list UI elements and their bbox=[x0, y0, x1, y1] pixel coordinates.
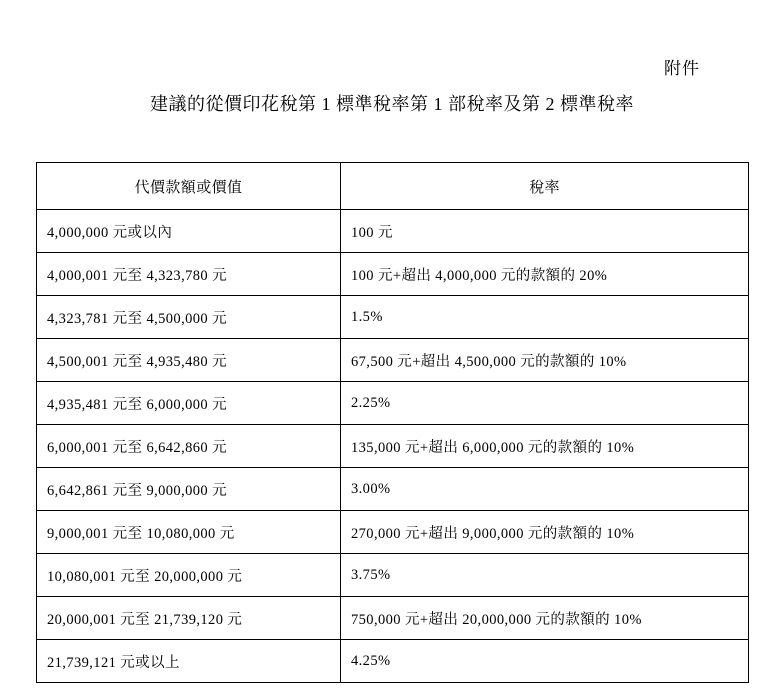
cell-consideration: 6,000,001 元至 6,642,860 元 bbox=[37, 425, 341, 468]
cell-consideration: 6,642,861 元至 9,000,000 元 bbox=[37, 468, 341, 511]
cell-consideration: 21,739,121 元或以上 bbox=[37, 640, 341, 683]
cell-rate: 100 元+超出 4,000,000 元的款額的 20% bbox=[341, 253, 749, 296]
table-row bbox=[37, 382, 749, 425]
table-row bbox=[37, 253, 749, 296]
table-header bbox=[37, 163, 749, 210]
cell-rate: 750,000 元+超出 20,000,000 元的款額的 10% bbox=[341, 597, 749, 640]
cell-rate: 270,000 元+超出 9,000,000 元的款額的 10% bbox=[341, 511, 749, 554]
rates-table-container bbox=[36, 162, 748, 683]
column-header-consideration: 代價款額或價值 bbox=[37, 163, 341, 210]
cell-consideration: 4,000,001 元至 4,323,780 元 bbox=[37, 253, 341, 296]
column-header-rate: 稅率 bbox=[341, 163, 749, 210]
cell-rate: 4.25% bbox=[341, 640, 749, 683]
table-row bbox=[37, 468, 749, 511]
cell-consideration: 4,000,000 元或以內 bbox=[37, 210, 341, 253]
table-body bbox=[37, 210, 749, 683]
cell-consideration: 20,000,001 元至 21,739,120 元 bbox=[37, 597, 341, 640]
cell-consideration: 10,080,001 元至 20,000,000 元 bbox=[37, 554, 341, 597]
cell-rate: 3.75% bbox=[341, 554, 749, 597]
page-title: 建議的從價印花稅第 1 標準稅率第 1 部稅率及第 2 標準稅率 bbox=[150, 94, 634, 114]
cell-rate: 2.25% bbox=[341, 382, 749, 425]
table-row bbox=[37, 511, 749, 554]
cell-consideration: 4,323,781 元至 4,500,000 元 bbox=[37, 296, 341, 339]
cell-rate: 135,000 元+超出 6,000,000 元的款額的 10% bbox=[341, 425, 749, 468]
cell-consideration: 9,000,001 元至 10,080,000 元 bbox=[37, 511, 341, 554]
cell-consideration: 4,500,001 元至 4,935,480 元 bbox=[37, 339, 341, 382]
table-header-row bbox=[37, 163, 749, 210]
table-row bbox=[37, 425, 749, 468]
table-row bbox=[37, 597, 749, 640]
cell-consideration: 4,935,481 元至 6,000,000 元 bbox=[37, 382, 341, 425]
table-row bbox=[37, 210, 749, 253]
stamp-duty-rates-table bbox=[36, 162, 749, 683]
table-row bbox=[37, 296, 749, 339]
cell-rate: 1.5% bbox=[341, 296, 749, 339]
cell-rate: 3.00% bbox=[341, 468, 749, 511]
cell-rate: 100 元 bbox=[341, 210, 749, 253]
annex-label: 附件 bbox=[664, 59, 700, 78]
table-row bbox=[37, 640, 749, 683]
cell-rate: 67,500 元+超出 4,500,000 元的款額的 10% bbox=[341, 339, 749, 382]
table-row bbox=[37, 554, 749, 597]
table-row bbox=[37, 339, 749, 382]
